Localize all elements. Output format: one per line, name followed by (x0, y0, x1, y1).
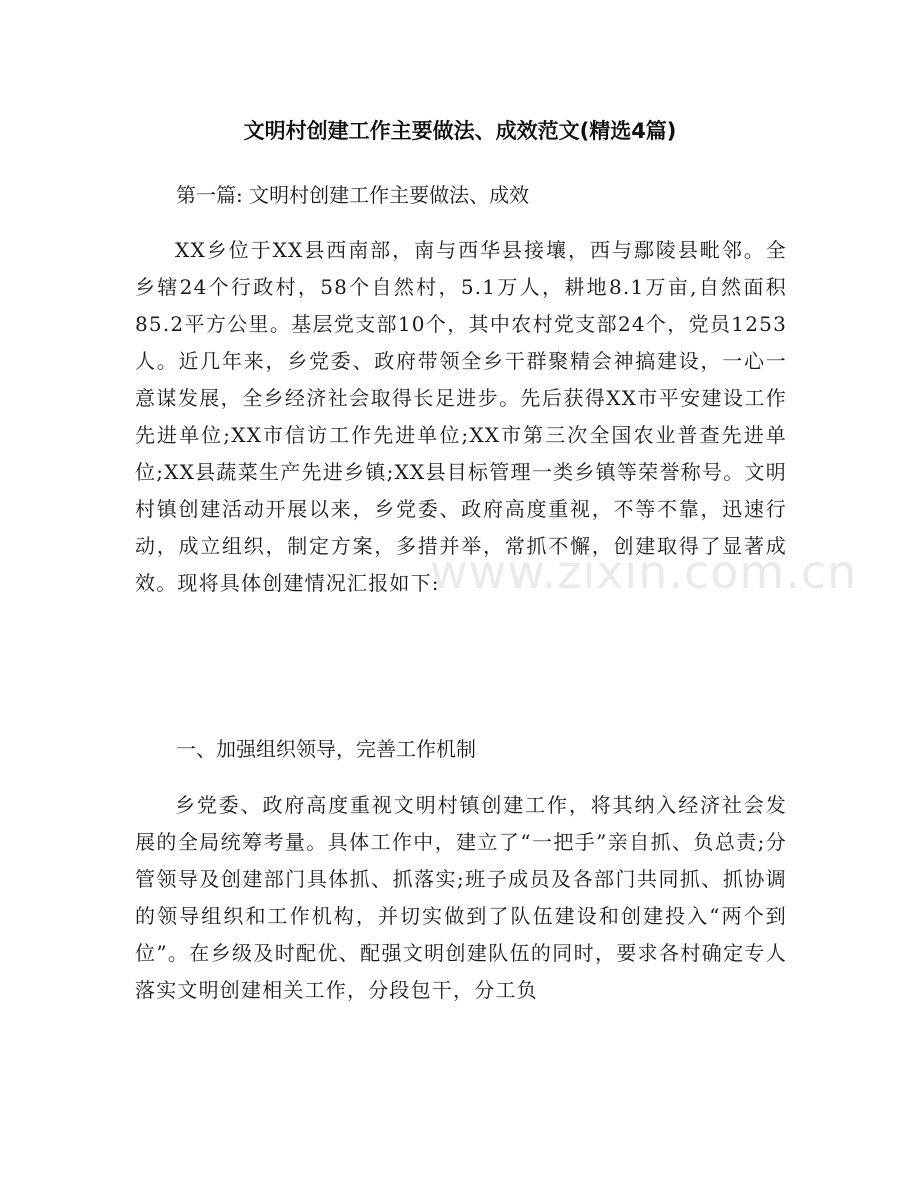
subheading-1: 一、加强组织领导，完善工作机制 (176, 737, 476, 761)
section-heading: 第一篇: 文明村创建工作主要做法、成效 (176, 183, 530, 207)
body-paragraph-1: XX乡位于XX县西南部，南与西华县接壤，西与鄢陵县毗邻。全乡辖24个行政村，58个自然村，5.1万人，耕地8.1万亩,自然面积85.2平方公里。基层党支部10个，其中农村党支部24个，党员1253人。近几年来，乡党委、政府带领全乡干群聚精会神搞建设，一心一意谋发展，全乡经济社会取得长足进步。先后获得XX市平安建设工作先进单位;XX市信访工作先进单位;XX市第三次全国农业普查先进单位;XX县蔬菜生产先进乡镇;XX县目标管理一类乡镇等荣誉称号。文明村镇创建活动开展以来，乡党委、政府高度重视，不等不靠，迅速行动，成立组织，制定方案，多措并举，常抓不懈，创建取得了显著成效。现将具体创建情况汇报如下: (135, 238, 787, 595)
watermark: www.zixin.com.cn (430, 545, 858, 599)
document-title: 文明村创建工作主要做法、成效范文(精选4篇) (243, 119, 677, 143)
body-paragraph-2: 乡党委、政府高度重视文明村镇创建工作，将其纳入经济社会发展的全局统筹考量。具体工作中，建立了“一把手”亲自抓、负总责;分管领导及创建部门具体抓、抓落实;班子成员及各部门共同抓、抓协调的领导组织和工作机构，并切实做到了队伍建设和创建投入“两个到位”。在乡级及时配优、配强文明创建队伍的同时，要求各村确定专人落实文明创建相关工作，分段包干，分工负 (135, 793, 787, 1002)
